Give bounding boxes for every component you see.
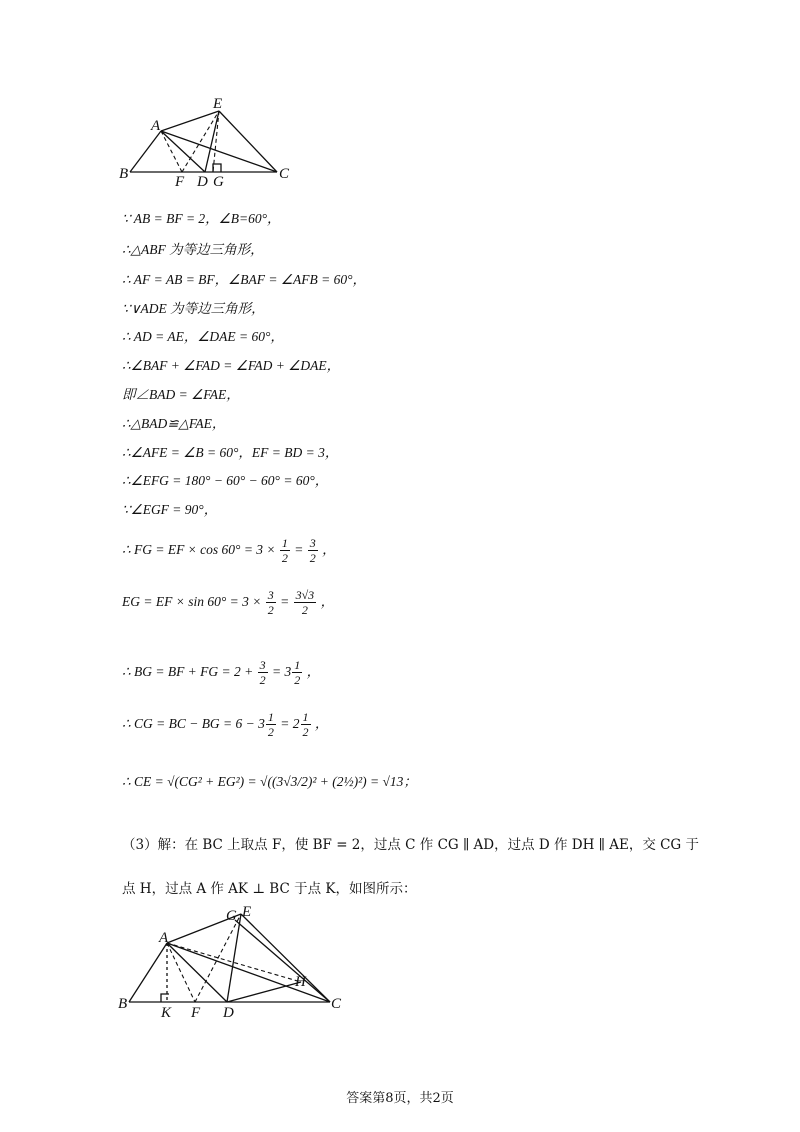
label-C: C bbox=[279, 166, 290, 182]
label-K: K bbox=[161, 1005, 172, 1021]
figure-2 bbox=[115, 900, 350, 1025]
proof-line-1: ∵ AB = BF = 2，∠B=60°， bbox=[122, 211, 281, 226]
frac-1-2b: $\frac{1}{2}$ bbox=[294, 658, 301, 688]
proof-line-8: ∴△BAD≌△FAE， bbox=[122, 416, 226, 431]
page-footer: 答案第8页，共2页 bbox=[346, 1091, 454, 1106]
frac-1-2: $\frac{1}{2}$ bbox=[281, 536, 288, 566]
label-B: B bbox=[118, 996, 128, 1012]
frac-3-2c: $\frac{3}{2}$ bbox=[259, 658, 266, 688]
label-G: G bbox=[226, 908, 237, 924]
proof-line-5: ∴ AD = AE，∠DAE = 60°， bbox=[122, 329, 284, 344]
fg-equation: ∴ FG = EF × cos 60° = 3 × $\frac{1}{2}$ = $\frac{3}{2}$ ， bbox=[122, 536, 336, 566]
label-E: E bbox=[213, 96, 223, 112]
frac-1-2c: $\frac{1}{2}$ bbox=[267, 710, 274, 740]
label-D: D bbox=[223, 1005, 234, 1021]
proof-line-9: ∴∠AFE = ∠B = 60°，EF = BD = 3， bbox=[122, 445, 339, 460]
proof-line-3: ∴ AF = AB = BF，∠BAF = ∠AFB = 60°， bbox=[122, 272, 366, 287]
figure-1 bbox=[115, 95, 300, 190]
frac-3-2: $\frac{3}{2}$ bbox=[309, 536, 316, 566]
label-A: A bbox=[159, 930, 169, 946]
ce-equation: ∴ CE = √(CG² + EG²) = √((3√3/2)² + (2½)²) = √13； bbox=[122, 774, 417, 789]
frac-3root3-2: $\frac{3√3}{2}$ bbox=[295, 588, 315, 618]
frac-3-2b: $\frac{3}{2}$ bbox=[267, 588, 274, 618]
proof-line-2: ∴△ABF 为等边三角形， bbox=[122, 242, 264, 257]
proof-line-10: ∴∠EFG = 180° − 60° − 60° = 60°， bbox=[122, 473, 329, 488]
label-G: G bbox=[213, 174, 224, 190]
cg-equation: ∴ CG = BC − BG = 6 − 3 $\frac{1}{2}$ = 2 $\frac{1}{2}$ ， bbox=[122, 710, 329, 740]
eg-equation: EG = EF × sin 60° = 3 × $\frac{3}{2}$ = $\frac{3√3}{2}$ ， bbox=[122, 588, 335, 618]
label-F: F bbox=[175, 174, 185, 190]
label-A: A bbox=[151, 118, 161, 134]
label-E: E bbox=[242, 904, 252, 920]
proof-line-11: ∵∠EGF = 90°， bbox=[122, 502, 218, 517]
frac-1-2d: $\frac{1}{2}$ bbox=[302, 710, 309, 740]
label-F: F bbox=[191, 1005, 201, 1021]
proof-line-7: 即∠BAD = ∠FAE， bbox=[122, 387, 240, 402]
label-H: H bbox=[295, 974, 306, 990]
part3-line-1: （3）解：在 BC 上取点 F，使 BF = 2，过点 C 作 CG ∥ AD，过点 D 作 DH ∥ AE，交 CG 于 bbox=[122, 837, 700, 853]
label-D: D bbox=[197, 174, 208, 190]
proof-line-4: ∵∨ADE 为等边三角形， bbox=[122, 301, 265, 316]
label-B: B bbox=[119, 166, 129, 182]
proof-line-6: ∴∠BAF + ∠FAD = ∠FAD + ∠DAE， bbox=[122, 358, 341, 373]
label-C: C bbox=[331, 996, 342, 1012]
bg-equation: ∴ BG = BF + FG = 2 + $\frac{3}{2}$ = 3 $\frac{1}{2}$ ， bbox=[122, 658, 321, 688]
part3-line-2: 点 H，过点 A 作 AK ⊥ BC 于点 K，如图所示： bbox=[122, 881, 417, 897]
